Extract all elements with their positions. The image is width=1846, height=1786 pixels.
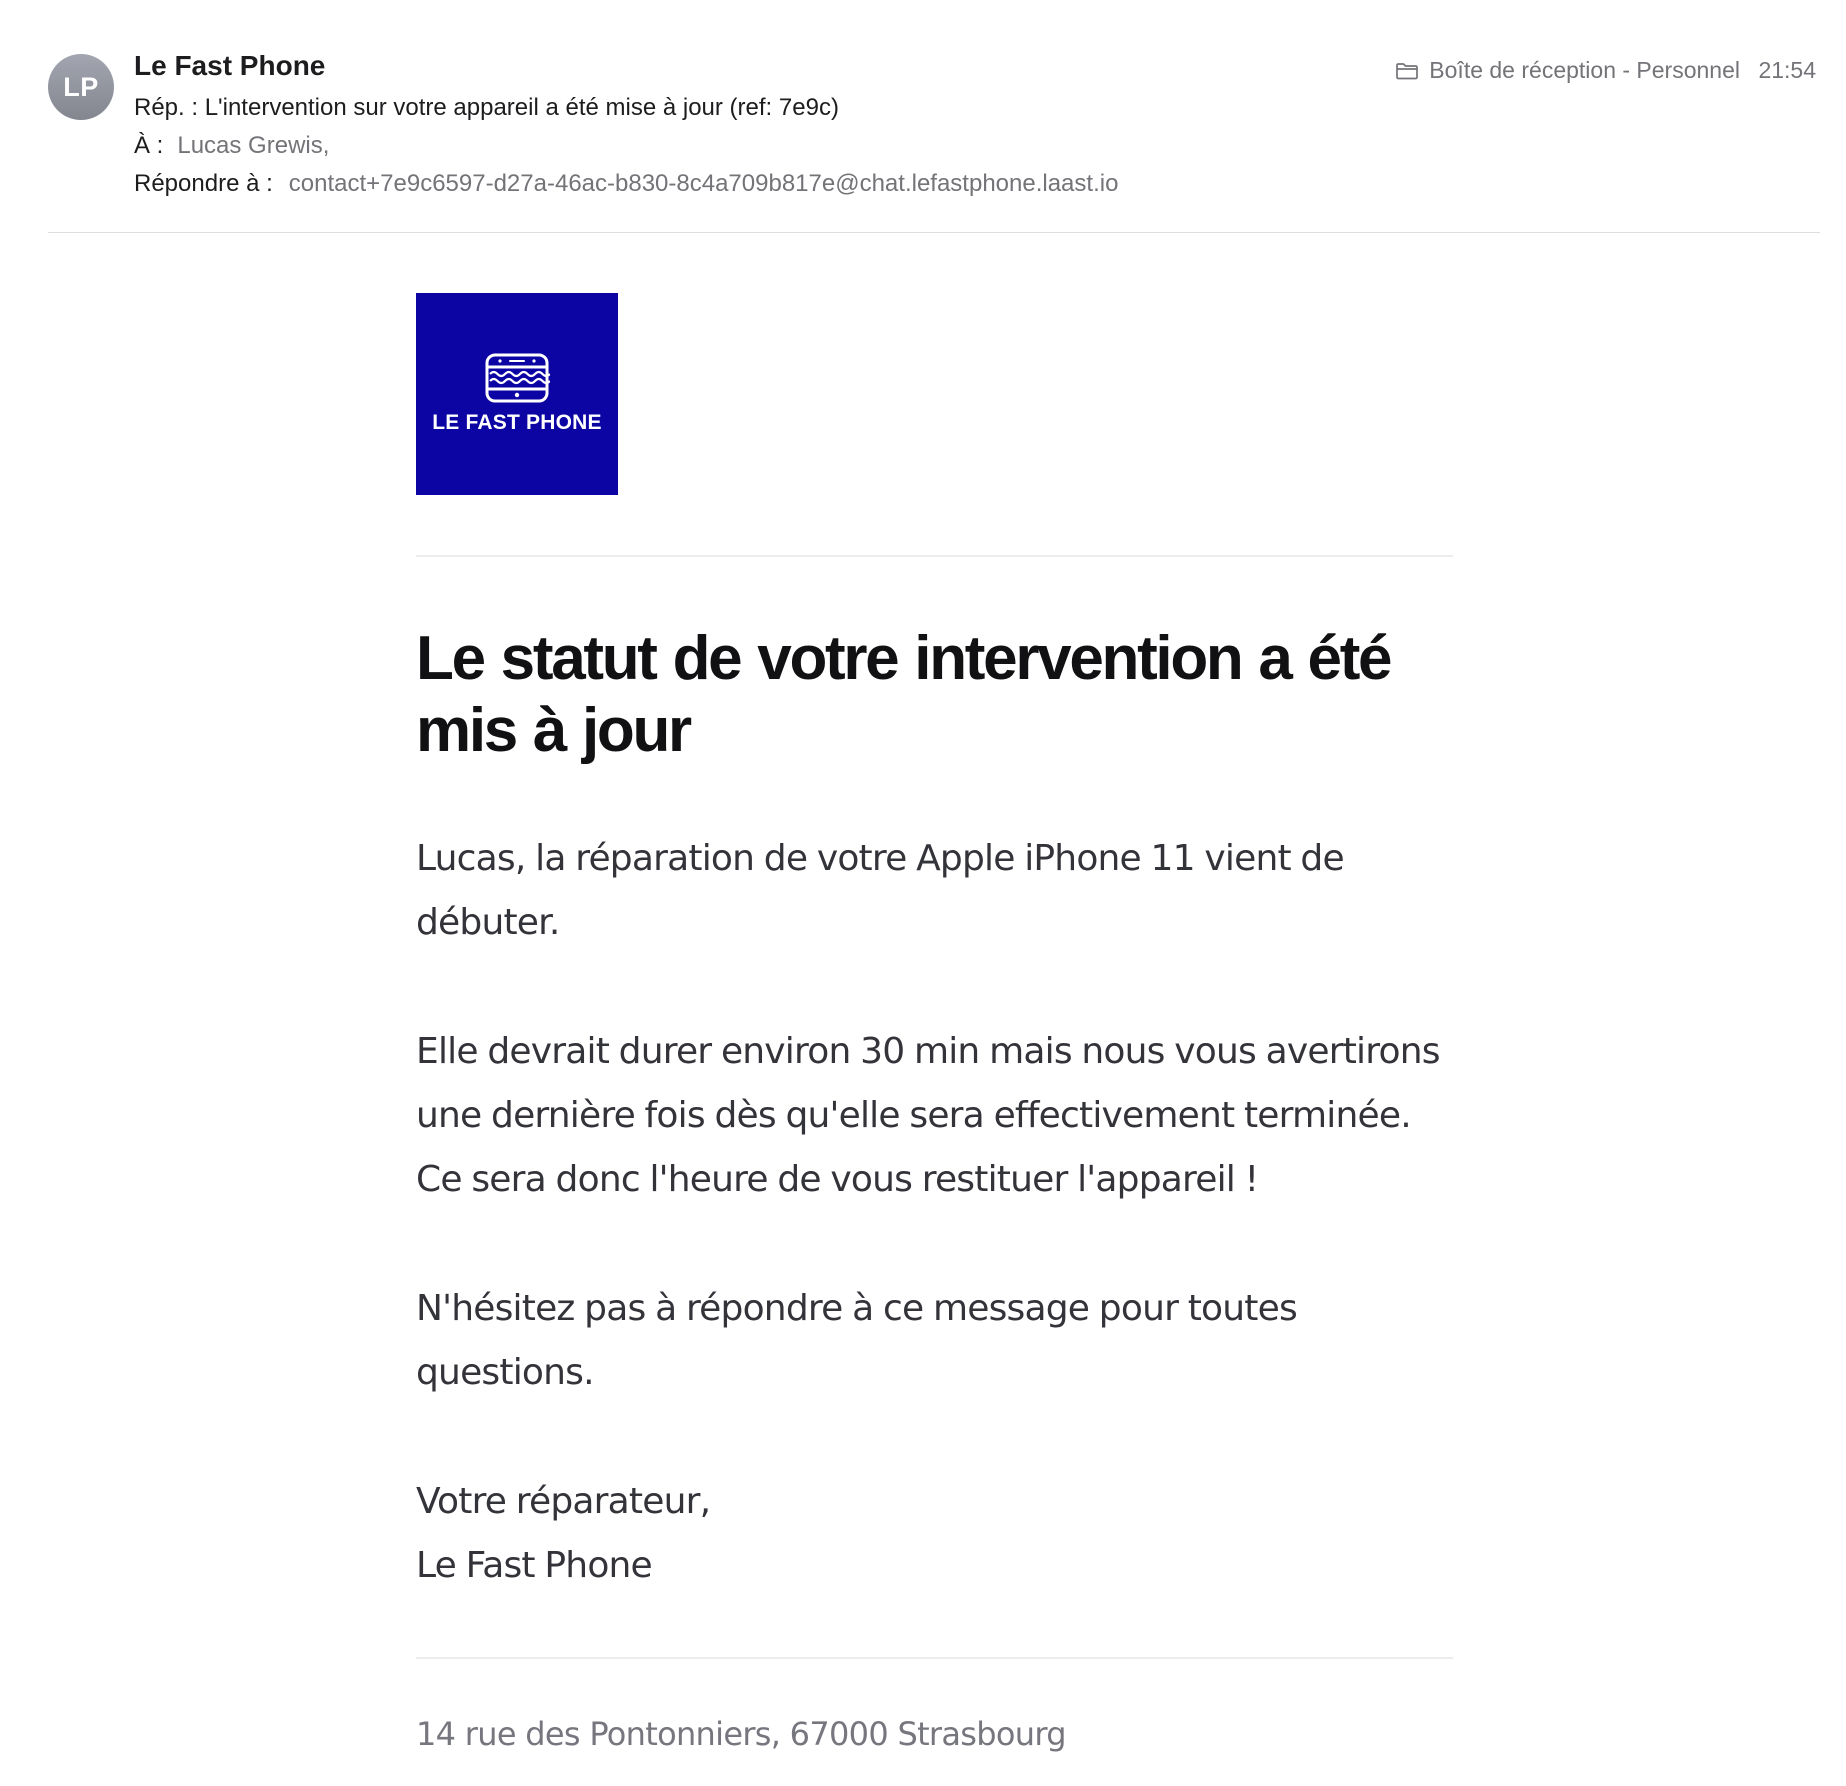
to-label: À : (134, 132, 164, 159)
email-header (0, 0, 1846, 233)
email-body (416, 293, 1453, 1753)
logo-text: LE FAST PHONE (432, 411, 602, 434)
reply-to-label: Répondre à : (134, 170, 273, 197)
sender-name[interactable]: Le Fast Phone (134, 50, 326, 81)
recipient-row (134, 132, 329, 160)
mailbox-folder[interactable] (1395, 57, 1740, 84)
paragraph-duration: Elle devrait durer environ 30 min mais nous vous avertirons une dernière fois dès qu'elle sera effectivement terminée. Ce sera donc l'heure de vous restituer l'appareil ! (416, 1031, 1440, 1200)
folder-label: Boîte de réception - Personnel (1429, 57, 1740, 83)
paragraph-repair-start: Lucas, la réparation de votre Apple iPhone 11 vient de débuter. (416, 838, 1344, 943)
signature (416, 1470, 1453, 1598)
paragraph-questions: N'hésitez pas à répondre à ce message pour toutes questions. (416, 1288, 1297, 1393)
sender-avatar[interactable]: LP (48, 54, 114, 120)
email-subject: Rép. : L'intervention sur votre appareil a été mise à jour (ref: 7e9c) (134, 94, 839, 121)
footer-address: 14 rue des Pontonniers, 67000 Strasbourg (416, 1715, 1066, 1753)
folder-icon (1395, 61, 1419, 81)
reply-to-address[interactable]: contact+7e9c6597-d27a-46ac-b830-8c4a709b817e@chat.lefastphone.laast.io (288, 170, 1119, 197)
brand-logo (416, 293, 618, 495)
recipient-name[interactable]: Lucas Grewis, (177, 132, 330, 159)
reply-to-row (134, 170, 1118, 198)
email-title: Le statut de votre intervention a été mis à jour (416, 624, 1391, 765)
content-divider-top (416, 555, 1453, 557)
signature-line-1: Votre réparateur, (416, 1481, 711, 1522)
signature-line-2: Le Fast Phone (416, 1545, 652, 1586)
phone-logo-icon (484, 353, 550, 403)
header-divider (48, 232, 1820, 233)
received-time: 21:54 (1758, 57, 1816, 83)
content-divider-bottom (416, 1657, 1453, 1659)
